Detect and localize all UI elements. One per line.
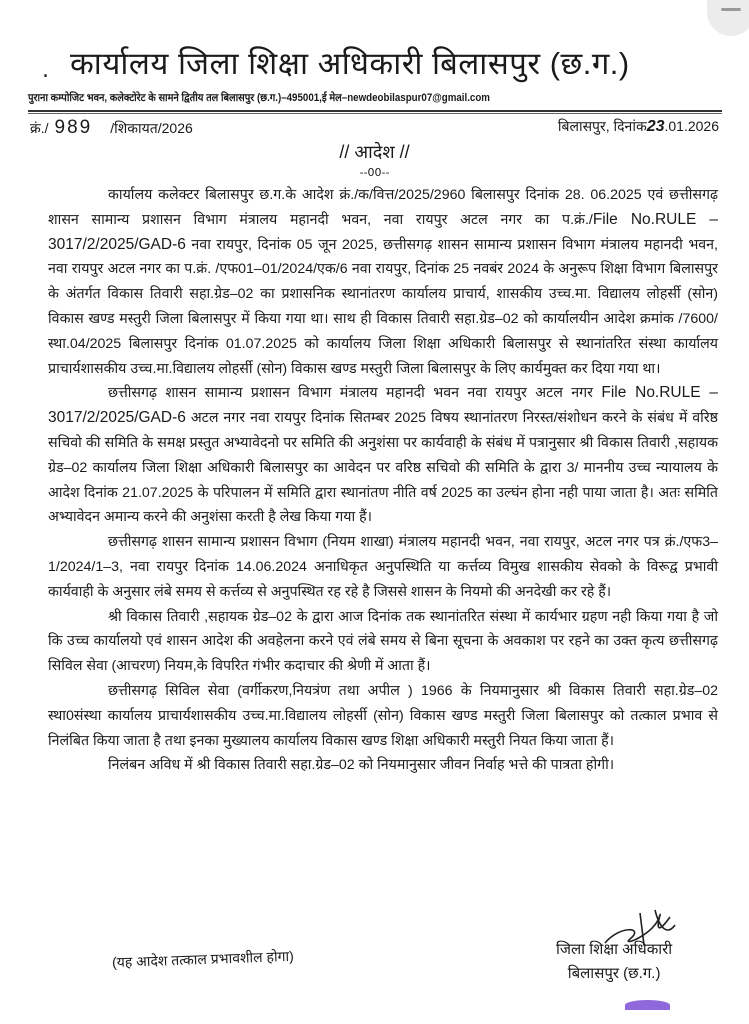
file-number: File No.RULE – 3017/2/2025/GAD-6 — [48, 384, 718, 427]
ref-prefix: क्रं./ — [30, 120, 49, 136]
header-rule — [28, 110, 722, 112]
paragraph-1-part-a: कार्यालय कलेक्टर बिलासपुर छ.ग.के आदेश क्रं./क/वित्त/2025/2960 बिलासपुर दिनांक 28. 06.2025 एवं छत्तीसगढ़ शासन सामान्य प्रशासन विभाग मंत्रालय महानदी भवन, नवा रायपुर अटल नगर का प.क्रं./ — [48, 187, 718, 228]
paragraph-1-part-b: नवा रायपुर, दिनांक 05 जून 2025, छत्तीसगढ़ शासन सामान्य प्रशासन विभाग मंत्रालय महानदी भवन, नवा रायपुर अटल नगर का प.क्रं. /एफ01–01/2024/एक/6 नवा रायपुर, दिनांक 25 नवबंर 2024 के अनुरूप शिक्षा विभाग बिलासपुर के अंतर्गत विकास तिवारी सहा.ग्रेड–02 का प्रशासनिक स्थानांतरण कार्यालय प्राचार्य, शासकीय उच्च.मा. विद्यालय लोहर्सी (सोन) विकास खण्ड मस्तुरी जिला बिलासपुर में किया गया था। साथ ही विकास तिवारी सहा.ग्रेड–02 को कार्यालयीन आदेश क्रमांक /7600/स्था.04/2025 बिलासपुर दिनांक 01.07.2025 को कार्यालय जिला शिक्षा अधिकारी बिलासपुर से स्थानांतरित संस्था कार्यालय प्राचार्यशासकीय उच्च.मा.विद्यालय लोहर्सी (सोन) विकास खण्ड मस्तुरी जिला बिलासपुर के लिए कार्यमुक्त कर दिया गया था। — [48, 236, 718, 377]
date-day-handwritten: 23 — [646, 118, 665, 135]
signatory-block — [556, 938, 672, 986]
paragraph-2-part-b: अटल नगर नवा रायपुर दिनांक सितम्बर 2025 विषय स्थानांतरण निरस्त/संशोधन करने के संबंध में वरिष्ठ सचिवो की समिति के समक्ष प्रस्तुत अभ्यावेदनो पर समिति की अनुशंसा पर कार्यवाही के संबंध में पत्रानुसार श्री विकास तिवारी ,सहायक ग्रेड–02 कार्यालय जिला शिक्षा अधिकारी बिलासपुर का आवेदन पर वरिष्ठ सचिवो की समिति के द्वारा 3/ माननीय उच्च न्यायालय के आदेश दिनांक 21.07.2025 के परिपालन में समिति द्वारा स्थानांतण नीति वर्ष 2025 का उल्घंन होना नही पाया जाता है। अतः समिति अभ्यावेदन अमान्य करने की अनुशंसा करती है लेख किया गया हैं। — [48, 410, 718, 526]
paragraph-5: छत्तीसगढ़ सिविल सेवा (वर्गीकरण,नियत्रंण तथा अपील ) 1966 के नियमानुसार श्री विकास तिवारी सहा.ग्रेड–02 स्था0संस्था कार्यालय प्राचार्यशासकीय उच्च.मा.विद्यालय लोहर्सी (सोन) विकास खण्ड मस्तुरी जिला बिलासपुर को तत्काल प्रभाव से निलंबित किया जाता है तथा इनका मुख्यालय कार्यालय विकास खण्ड शिक्षा अधिकारी मस्तुरी नियत किया जाता हैं। — [48, 682, 718, 749]
header-rule-secondary — [28, 113, 722, 114]
margin-dot: . — [42, 58, 49, 83]
ref-number-handwritten: 989 — [54, 117, 93, 138]
paragraph-2 — [48, 381, 718, 530]
stamp-mark — [625, 1000, 670, 1010]
order-body — [48, 183, 718, 778]
signatory-place: बिलासपुर (छ.ग.) — [567, 965, 661, 982]
paragraph-3: छत्तीसगढ़ शासन सामान्य प्रशासन विभाग (नियम शाखा) मंत्रालय महानदी भवन, नवा रायपुर, अटल नगर पत्र क्रं./एफ3–1/2024/1–3, नवा रायपुर दिनांक 14.06.2024 अनाधिकृत अनुपस्थिति या कर्त्तव्य विमुख शासकीय सेवको के विरूद्व प्रभावी कार्यवाही के अनुसार लंबे समय से कर्त्तव्य से अनुपस्थित रह रहे है जिससे शासन के नियमो की अनदेखी कर रहे हैं। — [48, 534, 718, 600]
paragraph-2-part-a: छत्तीसगढ़ शासन सामान्य प्रशासन विभाग मंत्रालय महानदी भवन नवा रायपुर अटल नगर — [108, 385, 602, 402]
scroll-handle-button[interactable] — [707, 0, 749, 36]
order-heading: // आदेश // — [339, 142, 410, 162]
office-address: पुराना कम्पोजिट भवन, कलेक्टोरेट के सामने द्वितीय तल बिलासपुर (छ.ग.)–495001,ई मेल–newdeobilaspur07@gmail.com — [28, 92, 490, 104]
paragraph-1 — [48, 183, 718, 381]
ref-suffix: /शिकायत/2026 — [110, 120, 193, 136]
file-number: File No.RULE – 3017/2/2025/GAD-6 — [48, 210, 718, 253]
paragraph-4: श्री विकास तिवारी ,सहायक ग्रेड–02 के द्वारा आज दिनांक तक स्थानांतरित संस्था में कार्यभार ग्रहण नही किया गया है जो कि उच्च कार्यालयो एवं शासन आदेश की अवहेलना करने एवं लंबे समय से बिना सूचना के अवकाश पर रहने का उक्त कृत्य छत्तीसगढ़ सिविल सेवा (आचरण) नियम,के विपरित गंभीर कदाचार की श्रेणी में आता हैं। — [48, 608, 718, 675]
reference-number — [30, 117, 193, 139]
date-rest: .01.2026 — [664, 118, 719, 134]
order-date — [558, 117, 719, 136]
office-title: कार्यालय जिला शिक्षा अधिकारी बिलासपुर (छ.ग.) — [70, 46, 630, 81]
order-divider: --00-- — [359, 166, 390, 179]
paragraph-6: निलंबन अविध में श्री विकास तिवारी सहा.ग्रेड–02 को नियमानुसार जीवन निर्वाह भत्ते की पात्रता होगी। — [108, 757, 615, 774]
effective-note: (यह आदेश तत्काल प्रभावशील होगा) — [111, 947, 294, 971]
minus-icon — [721, 8, 741, 11]
date-prefix: बिलासपुर, दिनांक — [557, 118, 647, 134]
signatory-title: जिला शिक्षा अधिकारी — [556, 941, 673, 958]
